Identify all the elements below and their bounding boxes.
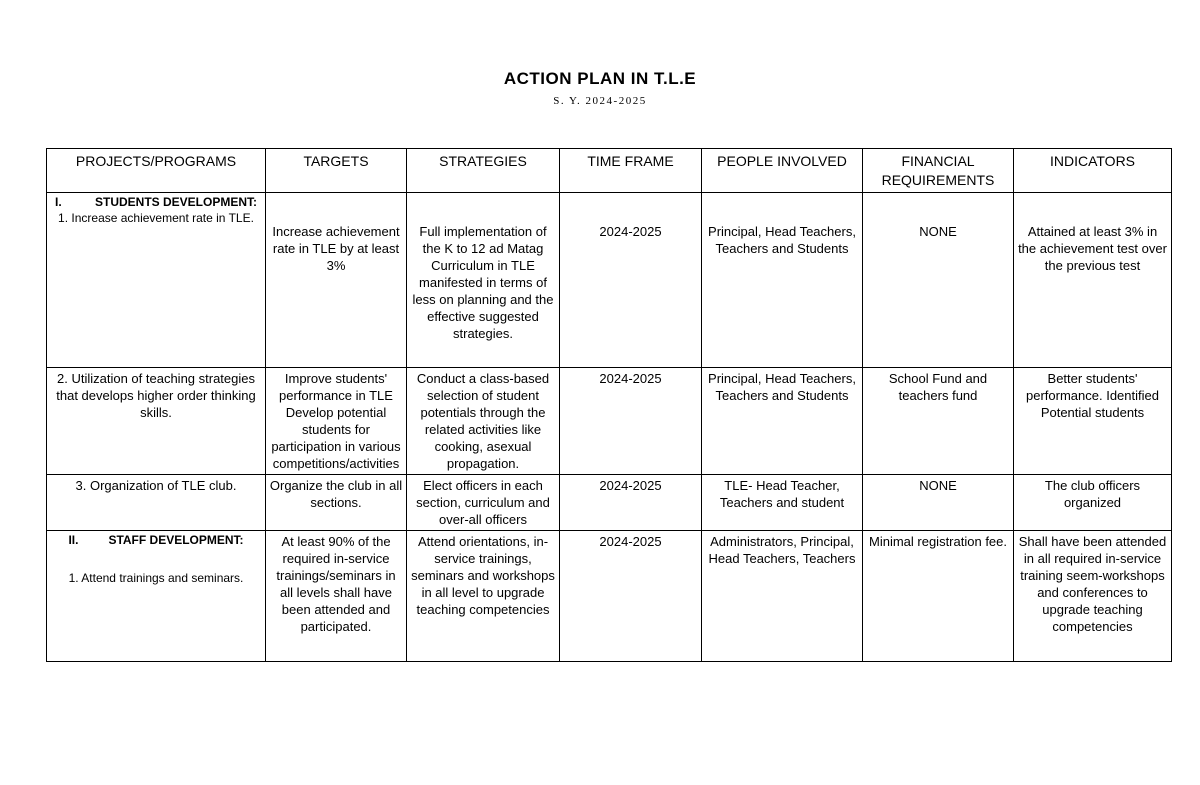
section-title: STUDENTS DEVELOPMENT: [94, 195, 257, 209]
project-text: 1. Attend trainings and seminars. [68, 571, 244, 585]
col-header-projects: PROJECTS/PROGRAMS [47, 149, 266, 193]
people-cell: Principal, Head Teachers, Teachers and Students [702, 368, 863, 475]
indicators-cell: Attained at least 3% in the achievement test over the previous test [1014, 193, 1172, 368]
strategies-cell: Attend orientations, in-service trainings, seminars and workshops in all level to upgrade teaching competencies [407, 531, 560, 662]
document-title: ACTION PLAN IN T.L.E [503, 69, 697, 88]
section-title: STAFF DEVELOPMENT: [108, 533, 244, 547]
header-row [47, 149, 1172, 193]
col-header-targets: TARGETS [266, 149, 407, 193]
project-cell: 3. Organization of TLE club. [47, 475, 266, 531]
project-cell [47, 193, 266, 368]
time-frame-cell: 2024-2025 [560, 475, 702, 531]
time-frame-cell: 2024-2025 [560, 531, 702, 662]
project-text: 1. Increase achievement rate in TLE. [58, 211, 254, 225]
people-cell: Principal, Head Teachers, Teachers and Students [702, 193, 863, 368]
targets-cell: Organize the club in all sections. [266, 475, 407, 531]
school-year: S. Y. 2024-2025 [553, 95, 647, 107]
col-header-strategies: STRATEGIES [407, 149, 560, 193]
people-cell: Administrators, Principal, Head Teachers, Teachers [702, 531, 863, 662]
strategies-cell: Elect officers in each section, curriculum and over-all officers [407, 475, 560, 531]
table-row [47, 368, 1172, 475]
targets-cell: Improve students' performance in TLE Develop potential students for participation in various competitions/activities [266, 368, 407, 475]
project-cell: 2. Utilization of teaching strategies that develops higher order thinking skills. [47, 368, 266, 475]
targets-cell: At least 90% of the required in-service trainings/seminars in all levels shall have been attended and participated. [266, 531, 407, 662]
time-frame-cell: 2024-2025 [560, 368, 702, 475]
table-row [47, 531, 1172, 662]
indicators-cell: Shall have been attended in all required in-service training seem-workshops and conferences to upgrade teaching competencies [1014, 531, 1172, 662]
action-plan-table [46, 148, 1172, 662]
project-cell [47, 531, 266, 662]
people-cell: TLE- Head Teacher, Teachers and student [702, 475, 863, 531]
section-heading [50, 533, 262, 548]
table-row [47, 475, 1172, 531]
financial-cell: Minimal registration fee. [863, 531, 1014, 662]
financial-cell: NONE [863, 475, 1014, 531]
table-row [47, 193, 1172, 368]
financial-cell: NONE [863, 193, 1014, 368]
indicators-cell: Better students' performance. Identified Potential students [1014, 368, 1172, 475]
section-heading [50, 195, 262, 210]
section-number: II. [68, 533, 79, 547]
targets-cell: Increase achievement rate in TLE by at least 3% [266, 193, 407, 368]
strategies-cell: Full implementation of the K to 12 ad Matag Curriculum in TLE manifested in terms of less on planning and the effective suggested strategies. [407, 193, 560, 368]
col-header-indicators: INDICATORS [1014, 149, 1172, 193]
strategies-cell: Conduct a class-based selection of student potentials through the related activities like cooking, asexual propagation. [407, 368, 560, 475]
financial-cell: School Fund and teachers fund [863, 368, 1014, 475]
section-number: I. [54, 195, 62, 209]
col-header-people: PEOPLE INVOLVED [702, 149, 863, 193]
col-header-time-frame: TIME FRAME [560, 149, 702, 193]
indicators-cell: The club officers organized [1014, 475, 1172, 531]
col-header-financial: FINANCIAL REQUIREMENTS [863, 149, 1014, 193]
time-frame-cell: 2024-2025 [560, 193, 702, 368]
